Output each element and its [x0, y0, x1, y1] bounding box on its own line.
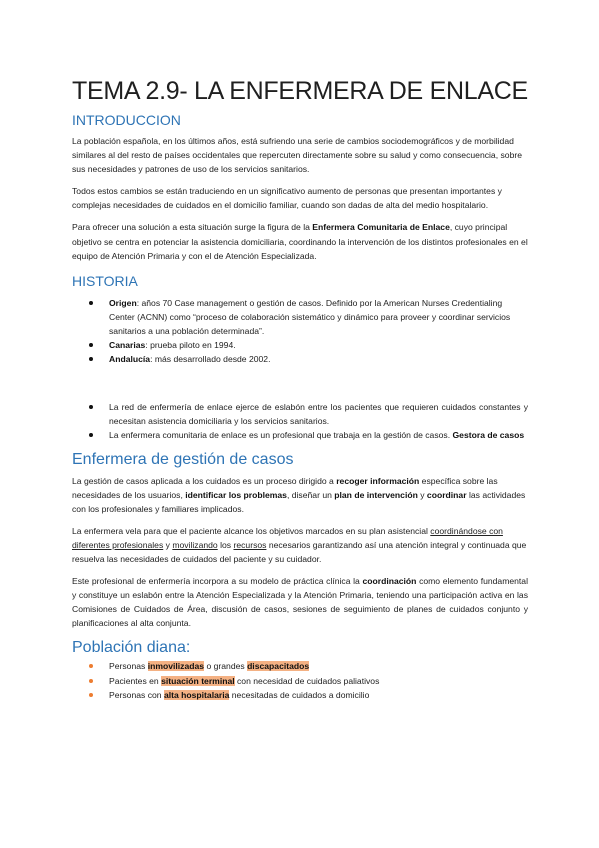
bullet-icon [89, 357, 93, 361]
text-span: necesitadas de cuidados a domicilio [229, 689, 370, 700]
text-span: específica sobre las necesidades de los usuarios, [72, 475, 498, 500]
historia-list-2 [72, 400, 528, 442]
text-span: como elemento fundamental y constituye un eslabón entre la Atención Especializada y la Atención Primaria, teniendo una participación activa en las Comisiones de Cuidados de Área, discusión de casos, sesiones de seguimiento de planes de cuidados conjunto y planificaciones al alta conjunta. [72, 576, 528, 629]
text-span: y [163, 539, 173, 550]
list-item-text: : más desarrollado desde 2002. [150, 354, 271, 365]
list-item [109, 659, 528, 673]
poblacion-list [72, 659, 528, 701]
intro-paragraph-3 [72, 220, 528, 262]
list-item [109, 428, 528, 442]
list-item-key: Andalucía [109, 354, 151, 365]
list-item [109, 338, 528, 352]
list-item [109, 674, 528, 688]
list-item-text: : años 70 Case management o gestión de casos. Definido por la American Nurses Credentialing Center (ACNN) como “proceso de colaboración sistemático y dinámico para proveer y coordinar servicios sanitarios a una población determinada”. [109, 297, 511, 336]
text-span: con necesidad de cuidados paliativos [234, 675, 380, 686]
list-item-text: La enfermera comunitaria de enlace es un profesional que trabaja en la gestión de casos. [109, 430, 451, 441]
text-span: La gestión de casos aplicada a los cuidados es un proceso dirigido a [72, 475, 337, 486]
text-span: los [217, 539, 234, 550]
intro-paragraph-1: La población española, en los últimos años, está sufriendo una serie de cambios sociodemográficos y de morbilidad similares al del resto de países occidentales que repercuten directamente sobre su salud y como consecuencia, sobre sus necesidades y patrones de uso de los servicios sanitarios. [72, 136, 522, 175]
bold-term: coordinación [362, 576, 417, 587]
bullet-icon [89, 693, 93, 697]
text-span: La enfermera vela para que el paciente alcance los objetivos marcados en su plan asistencial [72, 525, 431, 536]
intro-p3-bold: Enfermera Comunitaria de Enlace [312, 222, 450, 233]
text-span: y [417, 489, 427, 500]
underlined-term: coordinándose con diferentes profesionales [72, 525, 503, 550]
text-span: Este profesional de enfermería incorpora a su modelo de práctica clínica la [72, 576, 363, 587]
bold-term: identificar los problemas [185, 489, 287, 500]
text-span: o grandes [204, 661, 248, 672]
list-item-key: Origen [109, 297, 137, 308]
gestion-paragraph-1 [72, 474, 528, 516]
highlighted-term: alta hospitalaria [163, 689, 230, 700]
bold-term: coordinar [426, 489, 467, 500]
page-title: TEMA 2.9- LA ENFERMERA DE ENLACE [72, 77, 528, 105]
text-span: necesarios garantizando así una atención integral y continuada que resuelva las necesidades de cuidados del paciente y su cuidador. [72, 539, 527, 564]
highlighted-term: situación terminal [161, 675, 235, 686]
text-span: Pacientes en [109, 675, 162, 686]
underlined-term: recursos [233, 539, 267, 550]
intro-paragraph-2: Todos estos cambios se están traduciendo en un significativo aumento de personas que presentan importantes y complejas necesidades de cuidados en el domicilio familiar, cuando son dadas de alta del medio hospitalario. [72, 186, 502, 211]
bullet-icon [89, 343, 93, 347]
intro-p3-text-c: , cuyo principal objetivo se centra en potenciar la asistencia domiciliaria, coordinando la intervención de los distintos profesionales en el equipo de Atención Primaria y con el de Atención Especializada. [72, 222, 528, 261]
list-item-text: : prueba piloto en 1994. [145, 340, 236, 351]
list-item [109, 688, 528, 702]
list-item [109, 400, 528, 428]
list-item [109, 352, 528, 366]
section-heading-poblacion: Población diana: [72, 639, 191, 657]
bullet-icon [89, 301, 93, 305]
section-heading-introduccion: INTRODUCCION [72, 112, 181, 128]
historia-list [72, 296, 528, 366]
list-item-key: Canarias [109, 340, 146, 351]
text-span: Personas con [109, 689, 164, 700]
section-heading-gestion: Enfermera de gestión de casos [72, 450, 294, 468]
bullet-icon [89, 679, 93, 683]
bullet-icon [89, 433, 93, 437]
list-item-text: La red de enfermería de enlace ejerce de eslabón entre los pacientes que requieren cuidados constantes y necesitan asistencia domiciliaria y los servicios sanitarios. [109, 402, 528, 427]
gestion-paragraph-3 [72, 574, 528, 630]
text-span: , diseñar un [286, 489, 335, 500]
text-span: Personas [109, 661, 148, 672]
bullet-icon [89, 664, 93, 668]
highlighted-term: inmovilizadas [147, 661, 205, 672]
document-page [72, 72, 528, 702]
bold-term: plan de intervención [334, 489, 418, 500]
gestion-paragraph-2 [72, 524, 528, 566]
list-item [109, 296, 528, 338]
section-heading-historia: HISTORIA [72, 272, 138, 289]
bold-term: recoger información [336, 475, 420, 486]
highlighted-term: discapacitados [247, 661, 310, 672]
text-span: las actividades con los profesionales y familiares implicados. [72, 489, 526, 514]
bullet-icon [89, 405, 93, 409]
list-item-bold: Gestora de casos [452, 430, 525, 441]
intro-p3-text-a: Para ofrecer una solución a esta situación surge la figura de la [72, 222, 313, 233]
underlined-term: movilizando [172, 539, 218, 550]
